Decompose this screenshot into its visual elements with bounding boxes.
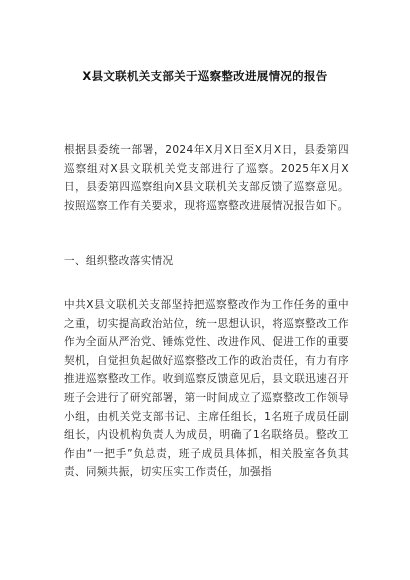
body-paragraph: 中共X县文联机关支部坚持把巡察整改作为工作任务的重中之重，切实提高政治站位，统一思想认识，将巡察整改工作作为全面从严治党、锤炼党性、改进作风、促进工作的重要契机，自觉担负起做好巡察整改工作的政治责任，有力有序推进巡察整改工作。收到巡察反馈意见后，县文联迅速召开班子会进行了研究部署，第一时间成立了巡察整改工作领导小组，由机关党支部书记、主席任组长，1名班子成员任副组长，内设机构负责人为成员，明确了1名联络员。整改工作由“一把手”负总责，班子成员具体抓，相关股室各负其责、同频共振，切实压实工作责任，加强指 (64, 299, 349, 479)
intro-paragraph: 根据县委统一部署，2024年X月X日至X月X日，县委第四巡察组对X县文联机关党支部进行了巡察。2025年X月X日，县委第四巡察组向X县文联机关支部反馈了巡察意见。按照巡察工作有关要求，现将巡察整改进展情况报告如下。 (64, 144, 349, 212)
document-title: X县文联机关支部关于巡察整改进展情况的报告 (82, 69, 328, 83)
section-heading: 一、组织整改落实情况 (64, 255, 174, 267)
